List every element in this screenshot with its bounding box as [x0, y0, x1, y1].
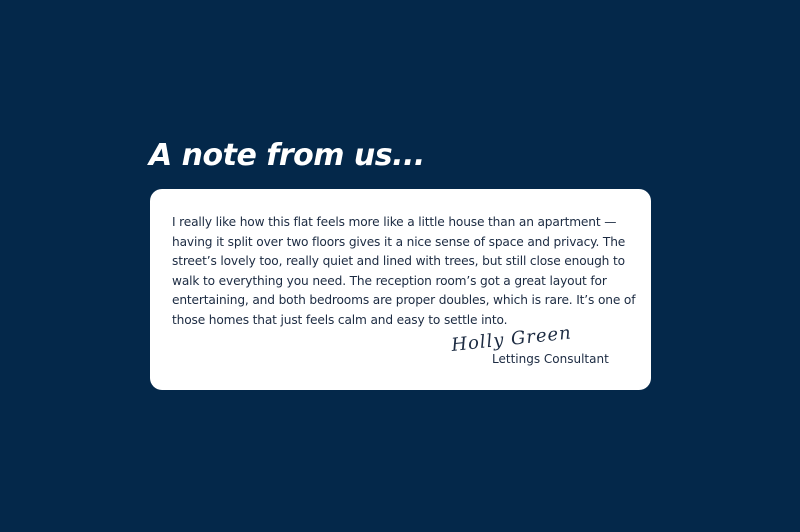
note-card	[150, 189, 651, 390]
page-heading: A note from us...	[149, 138, 425, 173]
note-body-text: I really like how this flat feels more like a little house than an apartment — having it split over two floors gives it a nice sense of space and privacy. The street’s lovely too, really quiet and lined with trees, but still close enough to walk to everything you need. The reception room’s got a great layout for entertaining, and both bedrooms are proper doubles, which is rare. It’s one of those homes that just feels calm and easy to settle into.	[172, 215, 636, 327]
signature-name: Holly Green	[450, 322, 573, 356]
consultant-role: Lettings Consultant	[492, 352, 609, 366]
